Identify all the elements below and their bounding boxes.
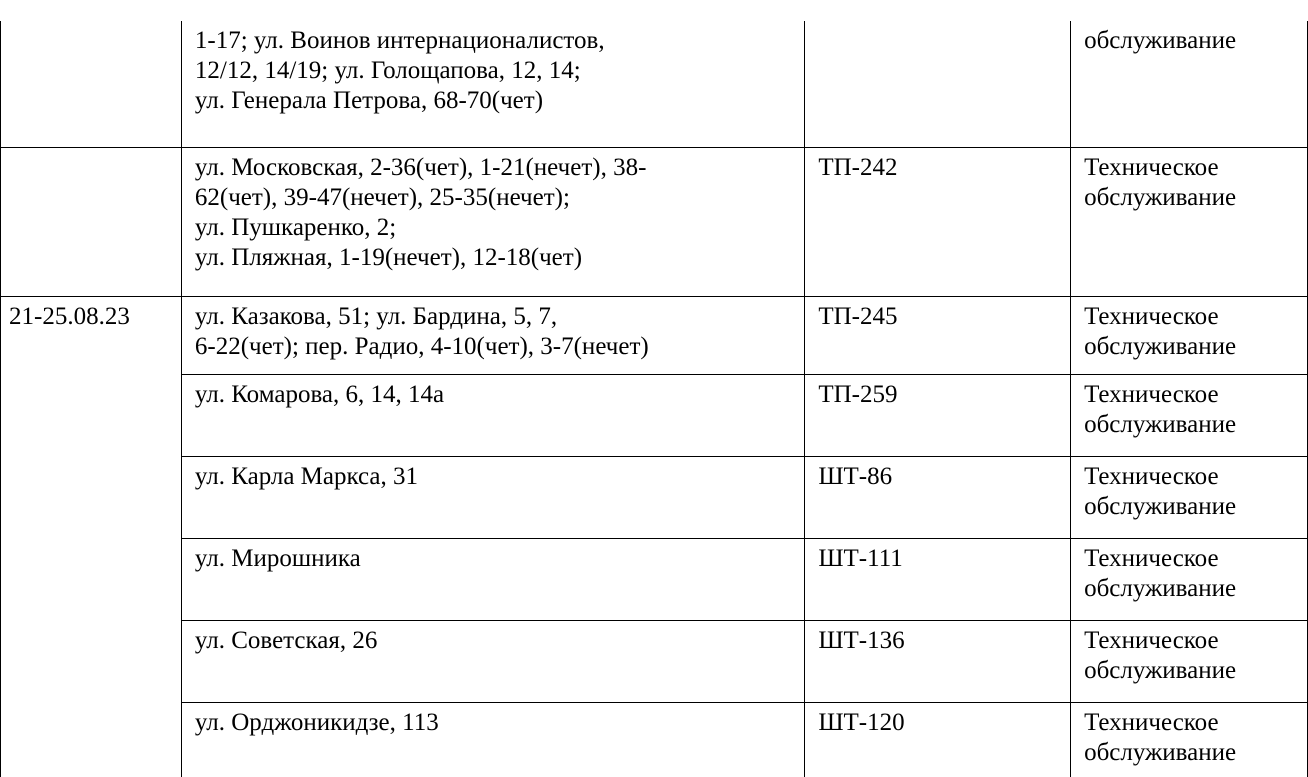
object-cell: ТП-245 (805, 296, 1071, 374)
object-cell: ТП-259 (805, 374, 1071, 456)
address-cell: ул. Советская, 26 (181, 620, 804, 702)
date-cell: 21-25.08.23 (1, 296, 182, 777)
table-row (1, 702, 1308, 777)
work-type-cell: Техническое обслуживание (1071, 702, 1308, 777)
table-row (1, 538, 1308, 620)
table-row (1, 456, 1308, 538)
work-type-cell: Техническое обслуживание (1071, 147, 1308, 296)
object-cell: ШТ-136 (805, 620, 1071, 702)
address-cell: ул. Мирошника (181, 538, 804, 620)
address-cell: ул. Казакова, 51; ул. Бардина, 5, 7, 6-22(чет); пер. Радио, 4-10(чет), 3-7(нечет) (181, 296, 804, 374)
work-type-cell: Техническое обслуживание (1071, 538, 1308, 620)
date-cell (1, 21, 182, 147)
date-cell (1, 147, 182, 296)
outage-schedule-table (0, 21, 1308, 777)
table-row (1, 296, 1308, 374)
object-cell: ШТ-120 (805, 702, 1071, 777)
address-cell: 1-17; ул. Воинов интернационалистов, 12/12, 14/19; ул. Голощапова, 12, 14; ул. Генерала Петрова, 68-70(чет) (181, 21, 804, 147)
work-type-cell: Техническое обслуживание (1071, 456, 1308, 538)
work-type-cell: Техническое обслуживание (1071, 296, 1308, 374)
address-cell: ул. Орджоникидзе, 113 (181, 702, 804, 777)
object-cell: ТП-242 (805, 147, 1071, 296)
work-type-cell: обслуживание (1071, 21, 1308, 147)
table-row (1, 620, 1308, 702)
table-row (1, 374, 1308, 456)
object-cell: ШТ-86 (805, 456, 1071, 538)
address-cell: ул. Московская, 2-36(чет), 1-21(нечет), 38- 62(чет), 39-47(нечет), 25-35(нечет); ул. Пушкаренко, 2; ул. Пляжная, 1-19(нечет), 12-18(чет) (181, 147, 804, 296)
object-cell (805, 21, 1071, 147)
address-cell: ул. Комарова, 6, 14, 14а (181, 374, 804, 456)
work-type-cell: Техническое обслуживание (1071, 374, 1308, 456)
table-row (1, 147, 1308, 296)
table-row (1, 21, 1308, 147)
address-cell: ул. Карла Маркса, 31 (181, 456, 804, 538)
object-cell: ШТ-111 (805, 538, 1071, 620)
work-type-cell: Техническое обслуживание (1071, 620, 1308, 702)
